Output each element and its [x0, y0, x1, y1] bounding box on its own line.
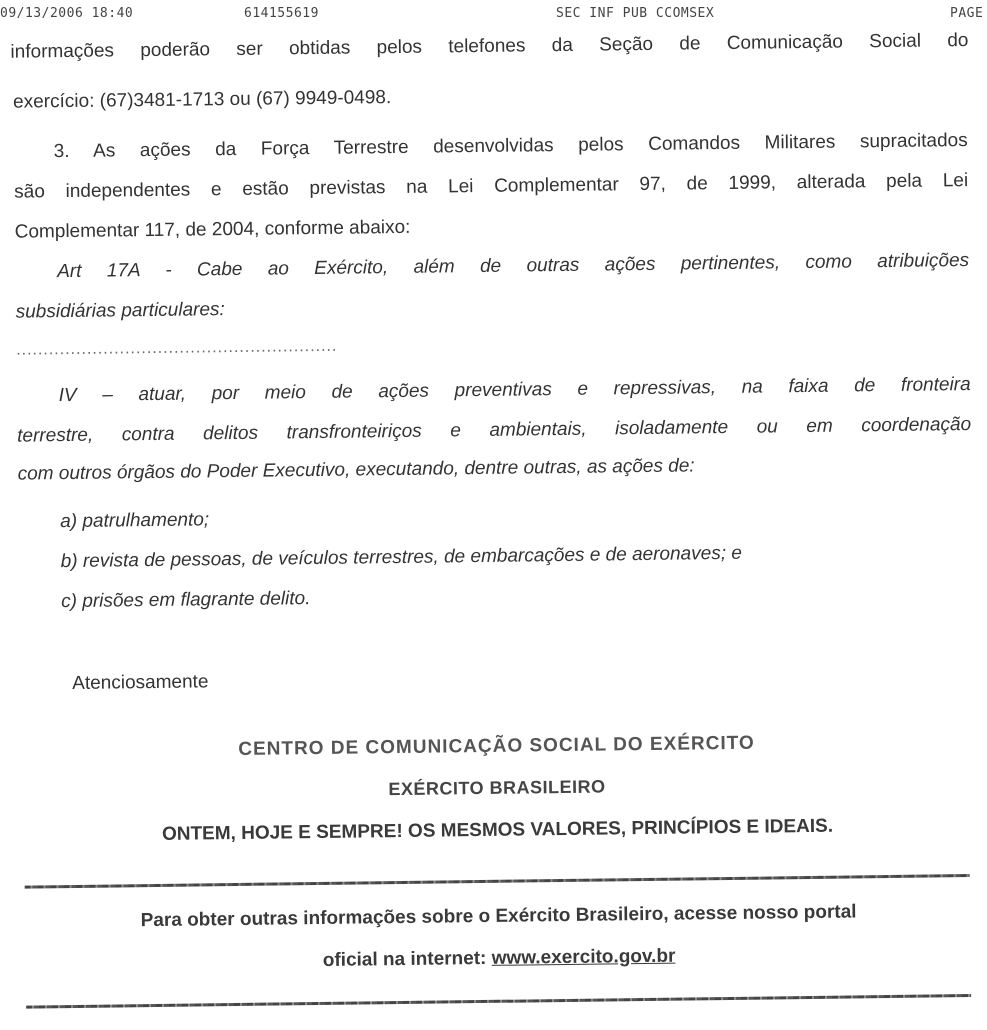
fax-phone: 614155619: [244, 6, 319, 21]
article-quote-line: terrestre, contra delitos transfronteiriços e ambientais, isoladamente ou em coordenação: [17, 413, 972, 447]
fax-sender: SEC INF PUB CCOMSEX: [556, 6, 715, 21]
list-item: a) patrulhamento;: [60, 509, 210, 533]
paragraph-line: 3. As ações da Força Terrestre desenvolvidas pelos Comandos Militares supracitados: [53, 130, 968, 163]
paragraph-line: Complementar 117, de 2004, conforme abaixo:: [14, 216, 411, 243]
paragraph-line: exercício: (67)3481-1713 ou (67) 9949-0498.: [12, 87, 392, 113]
ellipsis-divider: ...........................................................: [16, 337, 338, 359]
fax-date-time: 09/13/2006 18:40: [0, 6, 134, 21]
signature-motto: ONTEM, HOJE E SEMPRE! OS MESMOS VALORES, PRINCÍPIOS E IDEAIS.: [161, 815, 834, 845]
list-item: c) prisões em flagrante delito.: [61, 588, 311, 613]
divider-rule: [25, 874, 970, 889]
divider-rule: [26, 994, 971, 1009]
paragraph-line: são independentes e estão previstas na Lei Complementar 97, de 1999, alterada pela Lei: [14, 170, 969, 203]
article-quote-line: com outros órgãos do Poder Executivo, executando, dentre outras, as ações de:: [17, 455, 695, 485]
footer-text: Para obter outras informações sobre o Exército Brasileiro, acesse nosso portal: [140, 901, 857, 932]
signature-org: CENTRO DE COMUNICAÇÃO SOCIAL DO EXÉRCITO: [238, 732, 755, 760]
footer-link-line: [6, 942, 987, 976]
article-quote-line: subsidiárias particulares:: [15, 299, 225, 323]
article-quote-line: Art 17A - Cabe ao Exército, além de outras ações pertinentes, como atribuições: [57, 250, 970, 283]
portal-link[interactable]: www.exercito.gov.br: [491, 945, 676, 969]
fax-page-label: PAGE: [950, 6, 984, 21]
article-quote-line: IV – atuar, por meio de ações preventivas e repressivas, na faixa de fronteira: [58, 373, 971, 407]
signature-army: EXÉRCITO BRASILEIRO: [388, 776, 606, 800]
list-item: b) revista de pessoas, de veículos terrestres, de embarcações e de aeronaves; e: [60, 542, 743, 573]
closing-salutation: Atenciosamente: [72, 671, 209, 694]
footer-text-2: oficial na internet:: [322, 947, 487, 971]
paragraph-line: informações poderão ser obtidas pelos telefones da Seção de Comunicação Social do: [10, 29, 969, 63]
